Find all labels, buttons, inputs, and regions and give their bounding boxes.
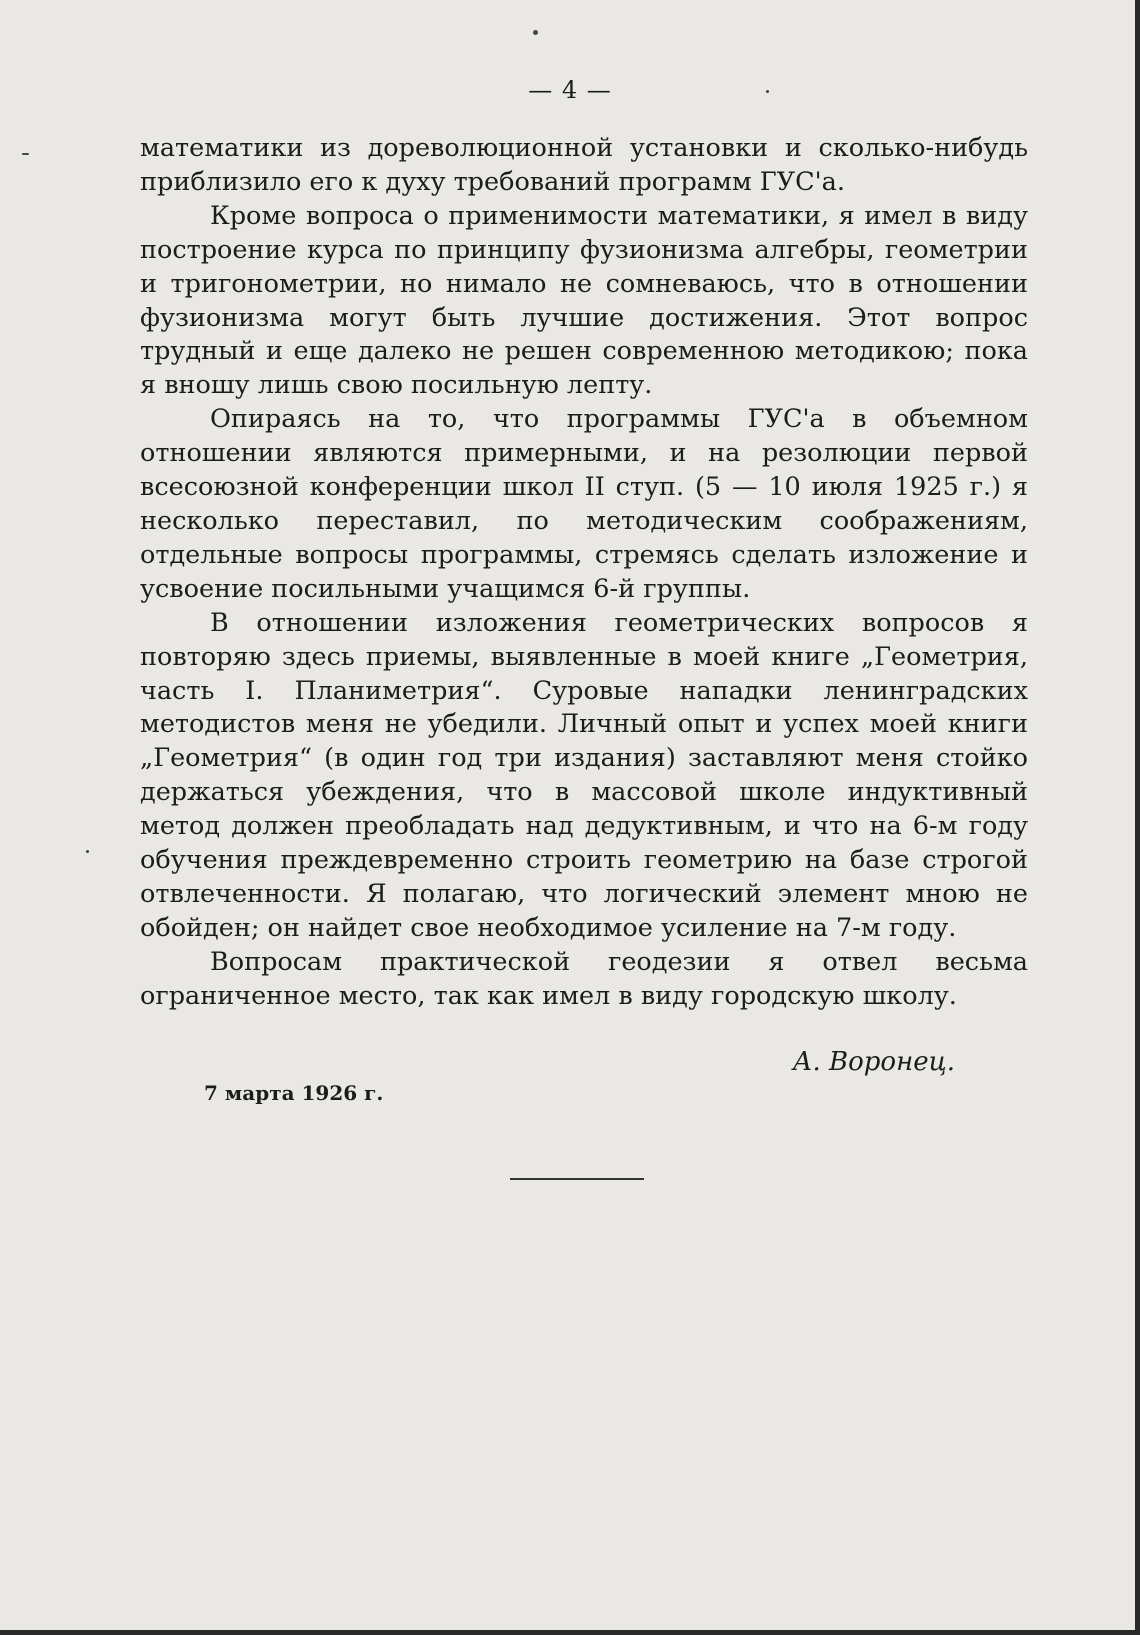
paragraph: Опираясь на то, что программы ГУС'а в объемном отношении являются примерными, и на резолюции первой всесоюзной конференции школ II ступ. (5 — 10 июля 1925 г.) я несколько переставил, по методическим соображениям, отдельные вопросы программы, стремясь сделать изложение и усвоение посильными учащимся 6-й группы. <box>140 404 1028 604</box>
paragraph: Вопросам практической геодезии я отвел весьма ограниченное место, так как имел в виду городскую школу. <box>140 946 1028 1011</box>
body-text <box>140 132 1028 1014</box>
paper-speck <box>766 90 769 93</box>
paragraph: В отношении изложения геометрических вопросов я повторяю здесь приемы, выявленные в моей книге „Геометрия, часть I. Планиметрия“. Суровые нападки ленинградских методистов меня не убедили. Личный опыт и успех моей книги „Геометрия“ (в один год три издания) заставляют меня стойко держаться убеждения, что в массовой школе индуктивный метод должен преобладать над дедуктивным, и что на 6-м году обучения преждевременно строить геометрию на базе строгой отвлеченности. Я полагаю, что логический элемент мною не обойден; он найдет свое необходимое усиление на 7-м году. <box>140 607 1028 943</box>
end-divider <box>510 1178 644 1180</box>
author-signature: А. Воронец. <box>792 1047 955 1077</box>
paper-speck <box>22 153 29 155</box>
page-number: — 4 — <box>528 76 612 104</box>
paragraph: Кроме вопроса о применимости математики, я имел в виду построение курса по принципу фузионизма алгебры, геометрии и тригонометрии, но нимало не сомневаюсь, что в отношении фузионизма могут быть лучшие достижения. Этот вопрос трудный и еще далеко не решен современною методикою; пока я вношу лишь свою посильную лепту. <box>140 200 1028 401</box>
paper-speck <box>533 30 538 35</box>
date-line: 7 марта 1926 г. <box>204 1081 384 1105</box>
paragraph-continued: математики из дореволюционной установки и сколько-нибудь приблизило его к духу требований программ ГУС'а. <box>140 133 1028 197</box>
paper-speck <box>86 850 89 853</box>
